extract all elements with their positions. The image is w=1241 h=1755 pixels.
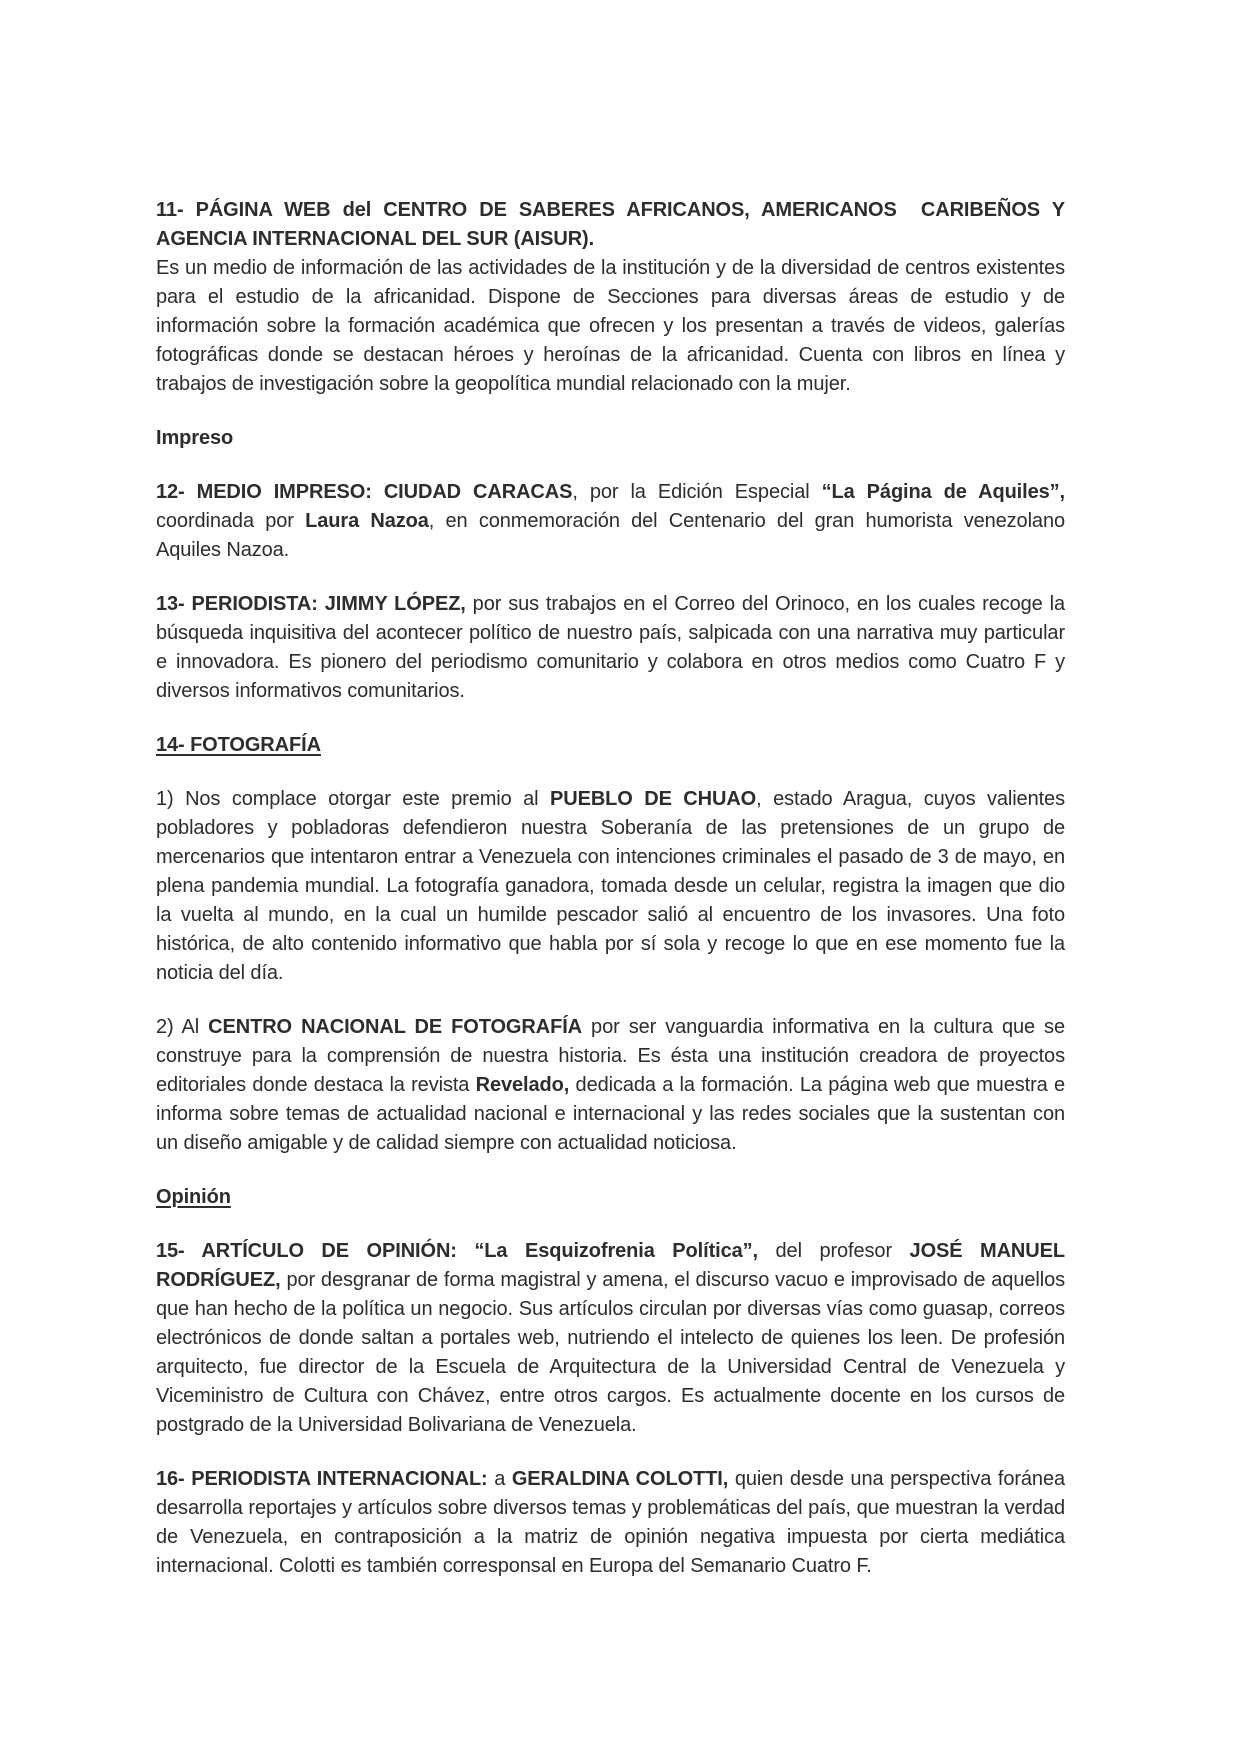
item-12-paragraph bbox=[156, 478, 1065, 565]
item-13-tail: por sus trabajos en el Correo del Orinoco, en los cuales recoge la búsqueda inquisitiva del acontecer político de nuestro país, salpicada con una narrativa muy particular e innovadora. Es pionero del periodismo comunitario y colabora en otros medios como Cuatro F y diversos informativos comunitarios. bbox=[156, 593, 1065, 702]
item-12-edition-title: “La Página de Aquiles”, bbox=[821, 481, 1065, 503]
section-heading-impreso-text: Impreso bbox=[156, 427, 234, 449]
photo-award-1-paragraph bbox=[156, 785, 1065, 988]
item-16-lead: 16- PERIODISTA INTERNACIONAL: bbox=[156, 1468, 488, 1490]
item-15-author-name: JOSÉ MANUEL RODRÍGUEZ, bbox=[156, 1240, 1065, 1291]
photo-award-2-magazine-name: Revelado, bbox=[475, 1074, 570, 1096]
photo-award-2-pre: 2) Al bbox=[156, 1016, 209, 1038]
item-13-lead: 13- PERIODISTA: JIMMY LÓPEZ, bbox=[156, 593, 466, 615]
photo-award-2-tail: dedicada a la formación. La página web que muestra e informa sobre temas de actualidad nacional e internacional y las redes sociales que la sustentan con un diseño amigable y de calidad siempre con actualidad noticiosa. bbox=[156, 1074, 1065, 1154]
item-15-tail: por desgranar de forma magistral y amena, el discurso vacuo e improvisado de aquellos que han hecho de la política un negocio. Sus artículos circulan por diversas vías como guasap, correos electrónicos de donde saltan a portales web, nutriendo el intelecto de quienes los leen. De profesión arquitecto, fue director de la Escuela de Arquitectura de la Universidad Central de Venezuela y Viceministro de Cultura con Chávez, entre otros cargos. Es actualmente docente en los cursos de postgrado de la Universidad Bolivariana de Venezuela. bbox=[156, 1269, 1065, 1436]
item-12-author-name: Laura Nazoa bbox=[305, 510, 429, 532]
item-15-paragraph bbox=[156, 1237, 1065, 1440]
item-12-lead: 12- MEDIO IMPRESO: CIUDAD CARACAS bbox=[156, 481, 573, 503]
photo-award-1-tail: , estado Aragua, cuyos valientes pobladores y pobladoras defendieron nuestra Soberanía de las pretensiones de un grupo de mercenarios que intentaron entrar a Venezuela con intenciones criminales el pasado de 3 de mayo, en plena pandemia mundial. La fotografía ganadora, tomada desde un celular, registra la imagen que dio la vuelta al mundo, en la cual un humilde pescador salió al encuentro de los invasores. Una foto histórica, de alto contenido informativo que habla por sí sola y recoge lo que en ese momento fue la noticia del día. bbox=[156, 788, 1065, 984]
section-heading-opinion-text: Opinión bbox=[156, 1186, 231, 1208]
item-16-mid1: a bbox=[487, 1468, 512, 1490]
section-heading-opinion bbox=[156, 1183, 1065, 1212]
item-16-tail: quien desde una perspectiva foránea desarrolla reportajes y artículos sobre diversos temas y problemáticas del país, que muestran la verdad de Venezuela, en contraposición a la matriz de opinión negativa impuesta por cierta mediática internacional. Colotti es también corresponsal en Europa del Semanario Cuatro F. bbox=[156, 1468, 1066, 1577]
item-13-paragraph bbox=[156, 590, 1065, 706]
section-heading-impreso bbox=[156, 424, 1065, 453]
item-11-description bbox=[156, 254, 1065, 399]
photo-award-2-paragraph bbox=[156, 1013, 1065, 1158]
section-heading-fotografia-text: 14- FOTOGRAFÍA bbox=[156, 734, 321, 756]
section-heading-fotografia bbox=[156, 731, 1065, 760]
photo-award-2-winner-name: CENTRO NACIONAL DE FOTOGRAFÍA bbox=[208, 1016, 582, 1038]
photo-award-1-winner-name: PUEBLO DE CHUAO bbox=[550, 788, 757, 810]
photo-award-2-mid: por ser vanguardia informativa en la cultura que se construye para la comprensión de nuestra historia. Es ésta una institución creadora de proyectos editoriales donde destaca la revista bbox=[156, 1016, 1065, 1096]
item-11-description-text: Es un medio de información de las actividades de la institución y de la diversidad de centros existentes para el estudio de la africanidad. Dispone de Secciones para diversas áreas de estudio y de información sobre la formación académica que ofrecen y los presentan a través de videos, galerías fotográficas donde se destacan héroes y heroínas de la africanidad. Cuenta con libros en línea y trabajos de investigación sobre la geopolítica mundial relacionado con la mujer. bbox=[156, 257, 1065, 395]
item-11-title-text: 11- PÁGINA WEB del CENTRO DE SABERES AFRICANOS, AMERICANOS CARIBEÑOS Y AGENCIA INTERNACIONAL DEL SUR (AISUR). bbox=[156, 199, 1065, 250]
item-16-paragraph bbox=[156, 1465, 1065, 1581]
item-12-mid2: coordinada por bbox=[156, 510, 306, 532]
photo-award-1-pre: 1) Nos complace otorgar este premio al bbox=[156, 788, 550, 810]
item-12-mid1: , por la Edición Especial bbox=[572, 481, 822, 503]
item-15-lead: 15- ARTÍCULO DE OPINIÓN: “La Esquizofrenia Política”, bbox=[156, 1240, 758, 1262]
item-11-title bbox=[156, 196, 1065, 254]
item-12-tail: , en conmemoración del Centenario del gran humorista venezolano Aquiles Nazoa. bbox=[156, 510, 1065, 561]
item-16-author-name: GERALDINA COLOTTI, bbox=[511, 1468, 729, 1490]
item-15-mid1: del profesor bbox=[758, 1240, 910, 1262]
